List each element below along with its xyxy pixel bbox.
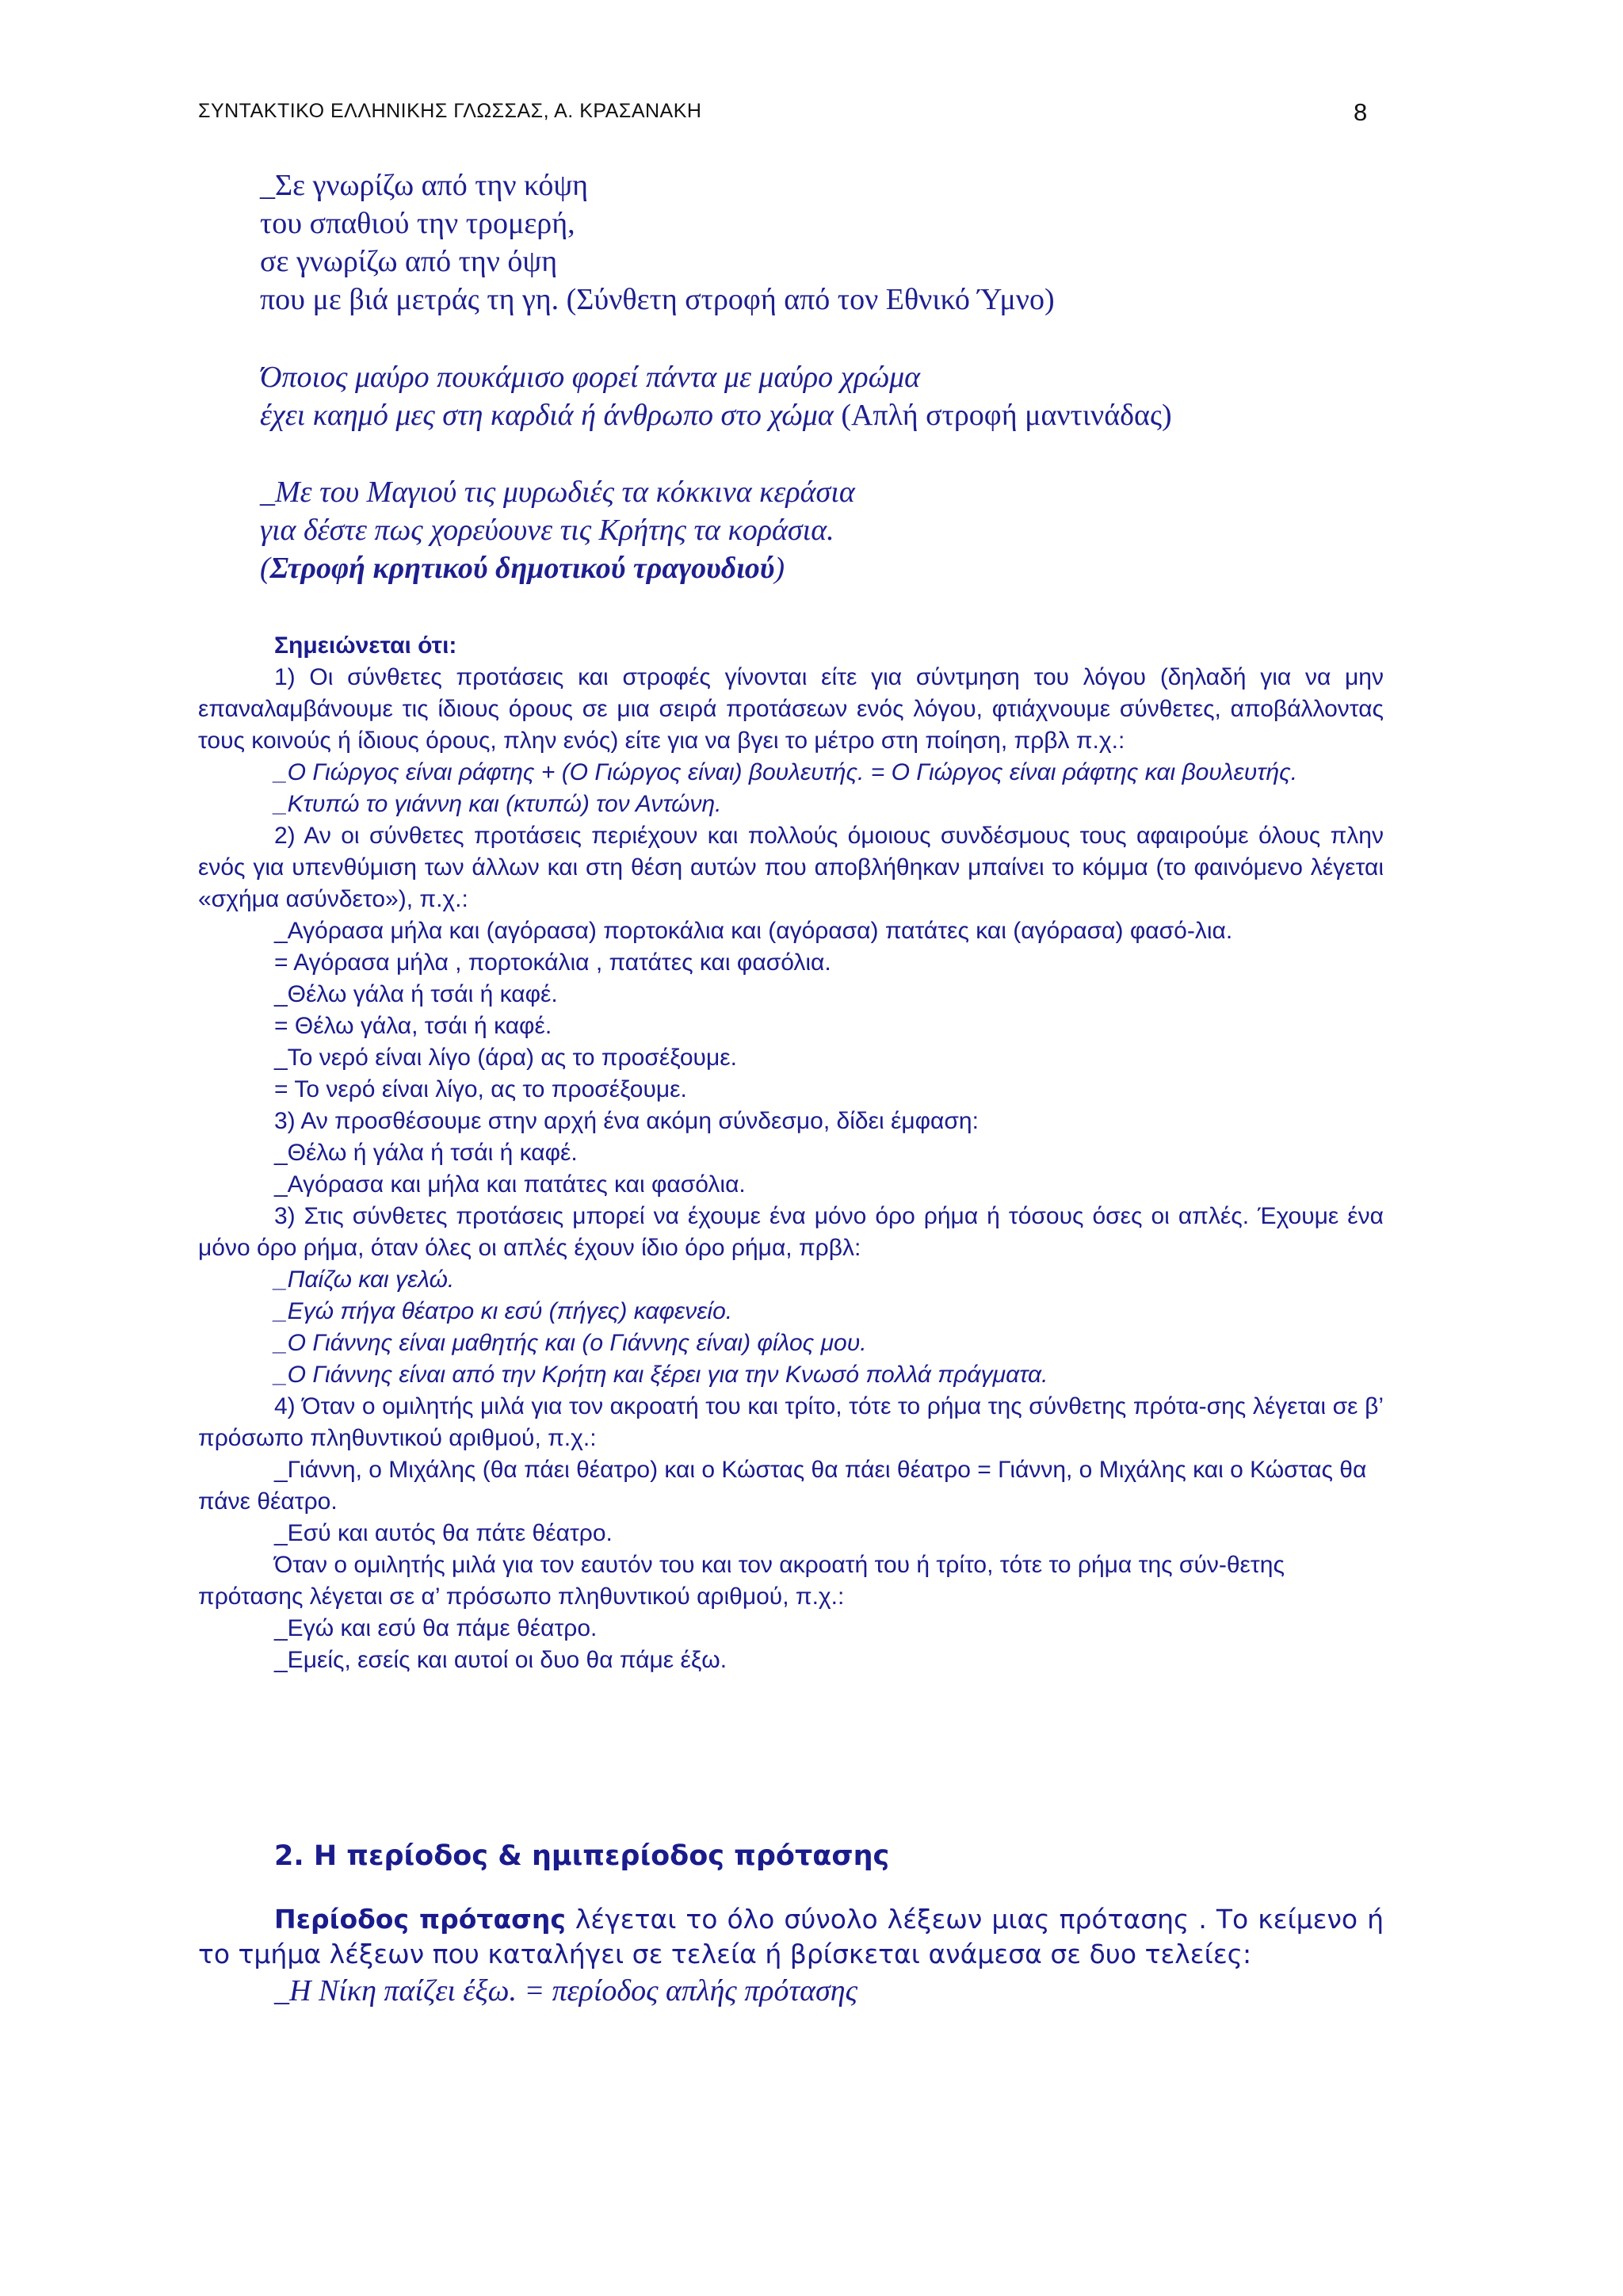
definition-term: Περίοδος πρότασης [274, 1904, 566, 1935]
poem-line-text: έχει καημό μες στη καρδιά ή άνθρωπο στο χώμα [260, 399, 834, 432]
example-line: _Ο Γιάννης είναι από την Κρήτη και ξέρει για την Κνωσό πολλά πράγματα. [274, 1362, 1048, 1388]
definition-text: λέγεται το όλο σύνολο λέξεων μιας πρότασης . Το κείμενο ή το τμήμα λέξεων που καταλήγει σε τελεία ή βρίσκεται ανάμεσα σε δυο τελείες: [198, 1904, 1384, 1969]
poem-line: σε γνωρίζω από την όψη [260, 245, 558, 278]
note-paragraph-1: 1) Οι σύνθετες προτάσεις και στροφές γίνονται είτε για σύντμηση του λόγου (δηλαδή για να μην επαναλαμβάνουμε τις ίδιους όρους σε μια σειρά προτάσεων ενός λόγου, φτιάχνουμε σύνθετες, αποβάλλοντας τους κοινούς ή ίδιους όρους, πλην ενός) είτε για να βγει το μέτρο στη ποίηση, πρβλ π.χ.: [198, 664, 1384, 754]
note-paragraph-2: 2) Αν οι σύνθετες προτάσεις περιέχουν και πολλούς όμοιους συνδέσμους τους αφαιρούμε όλους πλην ενός για υπενθύμιση των άλλων και στη θέση αυτών που αποβλήθηκαν μπαίνει το κόμμα (το φαινόμενο λέγεται «σχήμα ασύνδετο»), π.χ.: [198, 823, 1384, 912]
example-line: _Εσύ και αυτός θα πάτε θέατρο. [274, 1520, 613, 1546]
caption-close-paren: ) [774, 552, 785, 585]
note-paragraph-3a: 3) Αν προσθέσουμε στην αρχή ένα ακόμη σύνδεσμο, δίδει έμφαση: [274, 1108, 979, 1134]
poem-line [260, 396, 1172, 434]
note-paragraph-3b: 3) Στις σύνθετες προτάσεις μπορεί να έχουμε ένα μόνο όρο ρήμα ή τόσους όσες οι απλές. Έχουμε ένα μόνο όρο ρήμα, όταν όλες οι απλές έχουν ίδιο όρο ρήμα, πρβλ: [198, 1203, 1384, 1261]
example-line: _Ο Γιάννης είναι μαθητής και (ο Γιάννης είναι) φίλος μου. [274, 1330, 867, 1356]
poem-line: για δέστε πως χορεύουνε τις Κρήτης τα κοράσια. [260, 514, 834, 547]
poem-mantinada [260, 358, 1172, 434]
definition-paragraph [198, 1902, 1384, 1972]
poem-national-anthem [260, 166, 1055, 319]
example-line: _Κτυπώ το γιάννη και (κτυπώ) τον Αντώνη. [274, 791, 722, 817]
poem-line: _Σε γνωρίζω από την κόψη [260, 169, 589, 202]
poem-line: Όποιος μαύρο πουκάμισο φορεί πάντα με μαύρο χρώμα [260, 361, 921, 394]
poem-caption [260, 549, 855, 587]
example-line: _Αγόρασα μήλα και (αγόρασα) πορτοκάλια και (αγόρασα) πατάτες και (αγόρασα) φασό-λια. [274, 918, 1233, 944]
example-line: _Εγώ πήγα θέατρο κι εσύ (πήγες) καφενείο. [274, 1298, 733, 1324]
example-line: _Αγόρασα και μήλα και πατάτες και φασόλια. [274, 1171, 746, 1198]
example-line: _Θέλω ή γάλα ή τσάι ή καφέ. [274, 1140, 578, 1166]
caption-text: Στροφή κρητικού δημοτικού τραγουδιού [269, 552, 775, 585]
poem-line: _Με του Μαγιού τις μυρωδιές τα κόκκινα κεράσια [260, 476, 855, 509]
example-line: = Θέλω γάλα, τσάι ή καφέ. [274, 1013, 552, 1039]
notes-heading: Σημειώνεται ότι: [274, 632, 457, 659]
example-line: _Το νερό είναι λίγο (άρα) ας το προσέξουμε. [274, 1045, 737, 1071]
example-line: _Παίζω και γελώ. [274, 1266, 455, 1293]
example-line: = Αγόρασα μήλα , πορτοκάλια , πατάτες και φασόλια. [274, 949, 831, 976]
example-line: = Το νερό είναι λίγο, ας το προσέξουμε. [274, 1076, 687, 1102]
period-definition-section [198, 1902, 1384, 2010]
section-heading: 2. Η περίοδος & ημιπερίοδος πρότασης [274, 1840, 890, 1872]
poem-source-note: (Απλή στροφή μαντινάδας) [833, 399, 1172, 432]
example-line: _Γιάννη, ο Μιχάλης (θα πάει θέατρο) και ο Κώστας θα πάει θέατρο = Γιάννη, ο Μιχάλης και ο Κώστας θα πάνε θέατρο. [198, 1457, 1367, 1515]
example-line: _Η Νίκη παίζει έξω. = περίοδος απλής πρότασης [274, 1974, 858, 2008]
poem-line: του σπαθιού την τρομερή, [260, 207, 575, 240]
example-line: _Εμείς, εσείς και αυτοί οι δυο θα πάμε έξω. [274, 1647, 727, 1673]
page-number: 8 [1354, 98, 1368, 126]
example-line: _Ο Γιώργος είναι ράφτης + (Ο Γιώργος είναι) βουλευτής. = Ο Γιώργος είναι ράφτης και βουλευτής. [274, 759, 1298, 785]
poem-line: που με βιά μετράς τη γη. (Σύνθετη στροφή από τον Εθνικό Ύμνο) [260, 283, 1055, 316]
notes-section [198, 630, 1384, 1676]
caption-open-paren: ( [260, 552, 270, 585]
note-paragraph-4-continued: Όταν ο ομιλητής μιλά για τον εαυτόν του και τον ακροατή του ή τρίτο, τότε το ρήμα της σύν-θετης πρότασης λέγεται σε α’ πρόσωπο πληθυντικού αριθμού, π.χ.: [198, 1552, 1285, 1610]
running-header-title: ΣΥΝΤΑΚΤΙΚΟ ΕΛΛΗΝΙΚΗΣ ΓΛΩΣΣΑΣ, Α. ΚΡΑΣΑΝΑΚΗ [198, 100, 702, 122]
example-line: _Θέλω γάλα ή τσάι ή καφέ. [274, 981, 558, 1007]
poem-cretan-song [260, 473, 855, 587]
example-line: _Εγώ και εσύ θα πάμε θέατρο. [274, 1615, 598, 1641]
note-paragraph-4: 4) Όταν ο ομιλητής μιλά για τον ακροατή του και τρίτο, τότε το ρήμα της σύνθετης πρότα-σης λέγεται σε β’ πρόσωπο πληθυντικού αριθμού, π.χ.: [198, 1393, 1384, 1451]
